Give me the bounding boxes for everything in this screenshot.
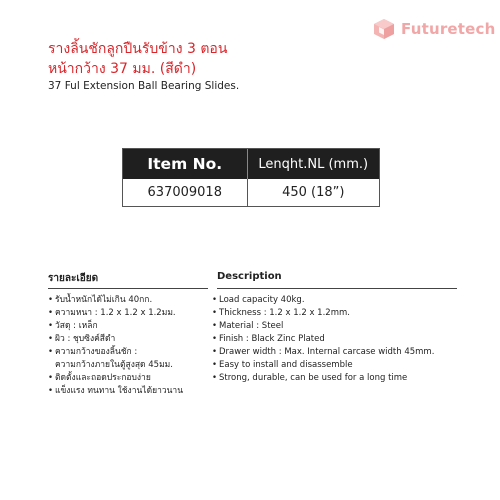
list-item: • รับน้ำหนักได้ไม่เกิน 40กก. <box>48 295 153 305</box>
list-item: • Strong, durable, can be used for a long time <box>212 373 408 383</box>
list-item: • Material : Steel <box>212 321 284 331</box>
list-item: • ความหนา : 1.2 x 1.2 x 1.2มม. <box>48 308 176 318</box>
details-list-thai <box>48 294 213 398</box>
list-item: • Finish : Black Zinc Plated <box>212 334 325 344</box>
list-item: • Drawer width : Max. Internal carcase width 45mm. <box>212 347 435 357</box>
details-heading-english: Description <box>217 271 282 282</box>
divider-thai <box>48 288 208 289</box>
bullet-icon: • <box>48 295 54 305</box>
column-header-length: Lenqht.NL (mm.) <box>258 156 369 172</box>
brand-name: Futuretech <box>401 20 496 38</box>
list-item: • Load capacity 40kg. <box>212 295 305 305</box>
bullet-icon: • <box>212 334 218 344</box>
product-title-thai-line1: รางลิ้นชักลูกปืนรับข้าง 3 ตอน <box>48 41 228 57</box>
bullet-icon: • <box>48 334 54 344</box>
brand-logo <box>373 18 496 40</box>
bullet-icon: • <box>212 347 218 357</box>
cell-item-no: 637009018 <box>123 179 248 206</box>
bullet-icon: • <box>48 373 54 383</box>
product-title-thai-line2: หน้ากว้าง 37 มม. (สีดำ) <box>48 61 197 77</box>
list-item: • Thickness : 1.2 x 1.2 x 1.2mm. <box>212 308 350 318</box>
list-item: • Easy to install and disassemble <box>212 360 353 370</box>
bullet-icon: • <box>48 386 54 396</box>
cell-length: 450 (18”) <box>282 185 345 200</box>
spec-table-header <box>123 149 379 179</box>
list-item: • แข็งแรง ทนทาน ใช้งานได้ยาวนาน <box>48 386 184 396</box>
column-header-item-no: Item No. <box>123 149 248 179</box>
bullet-icon: • <box>212 321 218 331</box>
cube-logo-icon <box>373 18 395 40</box>
list-item-continuation: ความกว้างภายในตู้สูงสุด 45มม. <box>55 360 173 370</box>
table-row <box>123 179 379 206</box>
bullet-icon: • <box>212 308 218 318</box>
list-item: • วัสดุ : เหล็ก <box>48 321 98 331</box>
list-item: • ความกว้างของลิ้นชัก : <box>48 347 138 357</box>
divider-english <box>217 288 457 289</box>
list-item: • ผิว : ชุบซิงค์สีดำ <box>48 334 116 344</box>
details-heading-thai: รายละเอียด <box>48 273 99 284</box>
bullet-icon: • <box>212 295 218 305</box>
bullet-icon: • <box>48 321 54 331</box>
list-item: • ติดตั้งและถอดประกอบง่าย <box>48 373 151 383</box>
spec-table <box>122 148 380 207</box>
details-list-english <box>212 294 472 385</box>
product-subtitle-english: 37 Ful Extension Ball Bearing Slides. <box>48 80 240 92</box>
bullet-icon: • <box>212 360 218 370</box>
bullet-icon: • <box>48 308 54 318</box>
bullet-icon: • <box>212 373 218 383</box>
bullet-icon: • <box>48 347 54 357</box>
